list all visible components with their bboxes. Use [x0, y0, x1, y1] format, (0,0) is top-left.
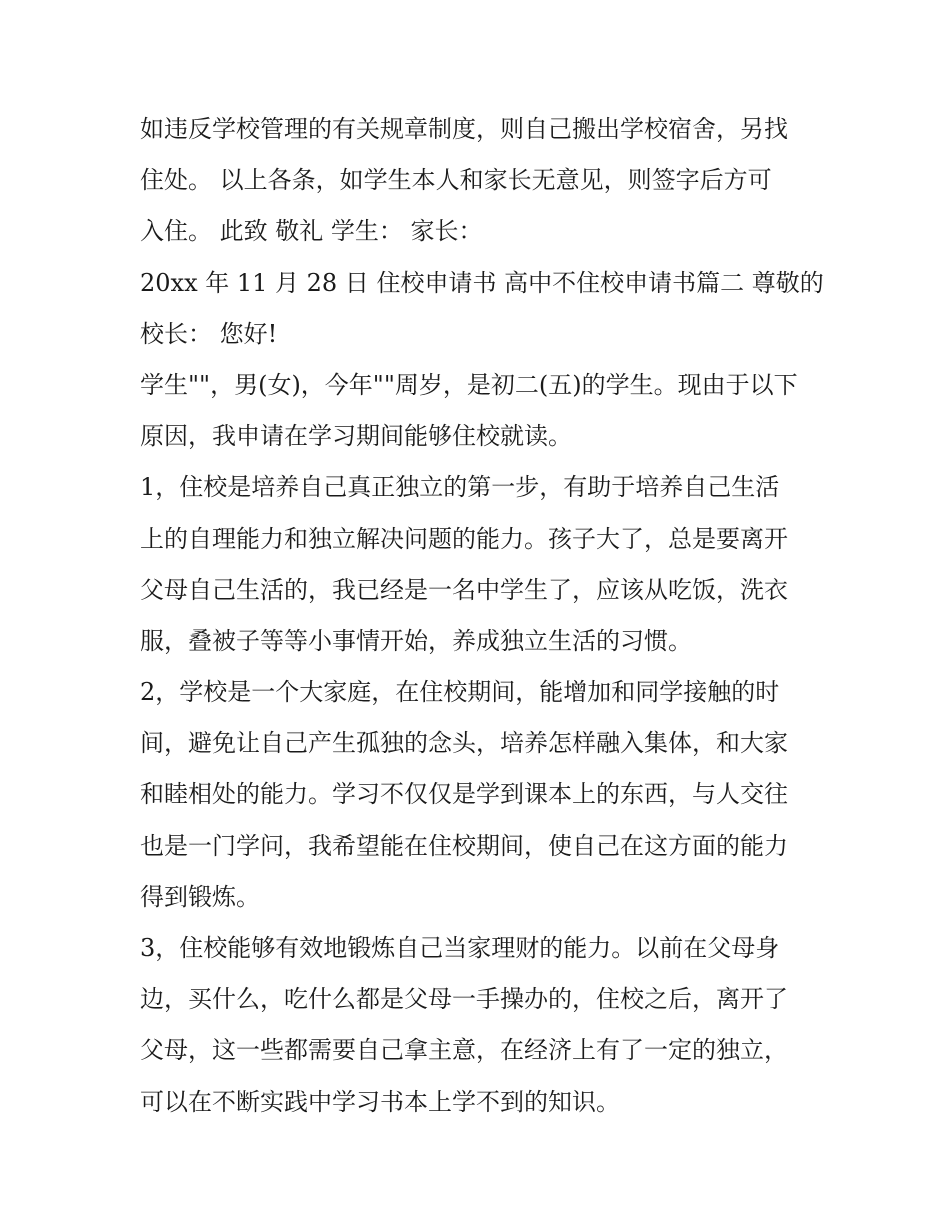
text-line: 2，学校是一个大家庭，在住校期间，能增加和同学接触的时 — [140, 678, 780, 707]
text-line: 20xx 年 11 月 28 日 住校申请书 高中不住校申请书篇二 尊敬的 — [140, 268, 824, 297]
paragraph-dormitory-rules — [140, 104, 820, 258]
text-line: 边，买什么，吃什么都是父母一手操办的，住校之后，离开了 — [140, 985, 788, 1014]
text-line: 如违反学校管理的有关规章制度，则自己搬出学校宿舍，另找 — [140, 115, 788, 143]
paragraph-date-and-greeting — [140, 258, 824, 360]
paragraph-reason-3 — [140, 923, 820, 1128]
text-line: 住处。 以上各条，如学生本人和家长无意见，则签字后方可 — [140, 166, 772, 195]
text-line: 父母，这一些都需要自己拿主意，在经济上有了一定的独立， — [140, 1036, 788, 1065]
paragraph-student-intro — [140, 360, 820, 462]
text-line: 也是一门学问，我希望能在住校期间，使自己在这方面的能力 — [140, 831, 788, 860]
text-line: 入住。 此致 敬礼 学生： 家长： — [140, 217, 483, 246]
text-line: 原因，我申请在学习期间能够住校就读。 — [140, 422, 572, 451]
text-line: 学生""，男(女)，今年""周岁，是初二(五)的学生。现由于以下 — [140, 370, 798, 399]
text-line: 3，住校能够有效地锻炼自己当家理财的能力。以前在父母身 — [140, 934, 780, 962]
text-line: 可以在不断实践中学习书本上学不到的知识。 — [140, 1087, 620, 1116]
text-line: 校长： 您好! — [140, 319, 278, 348]
text-line: 得到锻炼。 — [140, 882, 260, 911]
text-line: 和睦相处的能力。学习不仅仅是学到课本上的东西，与人交往 — [140, 780, 788, 809]
text-line: 1，住校是培养自己真正独立的第一步，有助于培养自己生活 — [140, 473, 780, 502]
text-line: 服，叠被子等等小事情开始，养成独立生活的习惯。 — [140, 626, 692, 655]
text-line: 上的自理能力和独立解决问题的能力。孩子大了，总是要离开 — [140, 524, 788, 553]
text-line: 间，避免让自己产生孤独的念头，培养怎样融入集体，和大家 — [140, 729, 788, 758]
paragraph-reason-2 — [140, 667, 820, 923]
text-line: 父母自己生活的，我已经是一名中学生了，应该从吃饭，洗衣 — [140, 575, 788, 604]
document-body — [140, 104, 824, 1128]
paragraph-reason-1 — [140, 462, 820, 667]
